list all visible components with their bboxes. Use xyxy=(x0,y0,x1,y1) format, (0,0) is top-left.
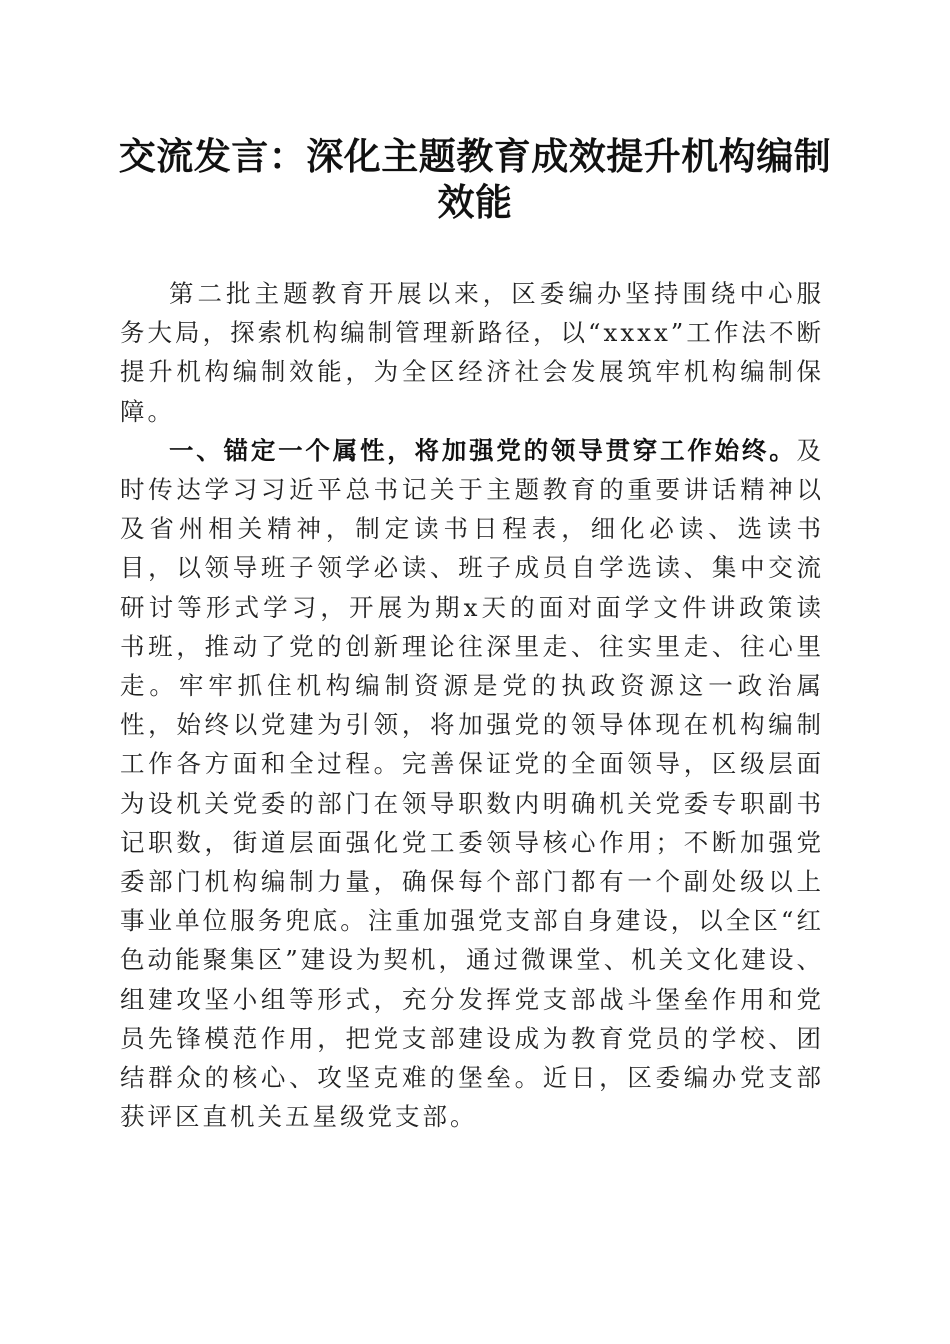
section-1-paragraph xyxy=(120,431,824,1137)
section-1-heading: 一、锚定一个属性，将加强党的领导贯穿工作始终。 xyxy=(169,435,797,465)
document-title: 交流发言：深化主题教育成效提升机构编制效能 xyxy=(118,135,832,224)
document-body xyxy=(120,274,824,1136)
section-1-body: 及时传达学习习近平总书记关于主题教育的重要讲话精神以及省州相关精神，制定读书日程表，细化必读、选读书目，以领导班子领学必读、班子成员自学选读、集中交流研讨等形式学习，开展为期x天的面对面学文件讲政策读书班，推动了党的创新理论往深里走、往实里走、往心里走。牢牢抓住机构编制资源是党的执政资源这一政治属性，始终以党建为引领，将加强党的领导体现在机构编制工作各方面和全过程。完善保证党的全面领导，区级层面为设机关党委的部门在领导职数内明确机关党委专职副书记职数，街道层面强化党工委领导核心作用；不断加强党委部门机构编制力量，确保每个部门都有一个副处级以上事业单位服务兜底。注重加强党支部自身建设，以全区“红色动能聚集区”建设为契机，通过微课堂、机关文化建设、组建攻坚小组等形式，充分发挥党支部战斗堡垒作用和党员先锋模范作用，把党支部建设成为教育党员的学校、团结群众的核心、攻坚克难的堡垒。近日，区委编办党支部获评区直机关五星级党支部。 xyxy=(120,435,824,1132)
intro-paragraph: 第二批主题教育开展以来，区委编办坚持围绕中心服务大局，探索机构编制管理新路径，以“xxxx”工作法不断提升机构编制效能，为全区经济社会发展筑牢机构编制保障。 xyxy=(120,279,824,426)
